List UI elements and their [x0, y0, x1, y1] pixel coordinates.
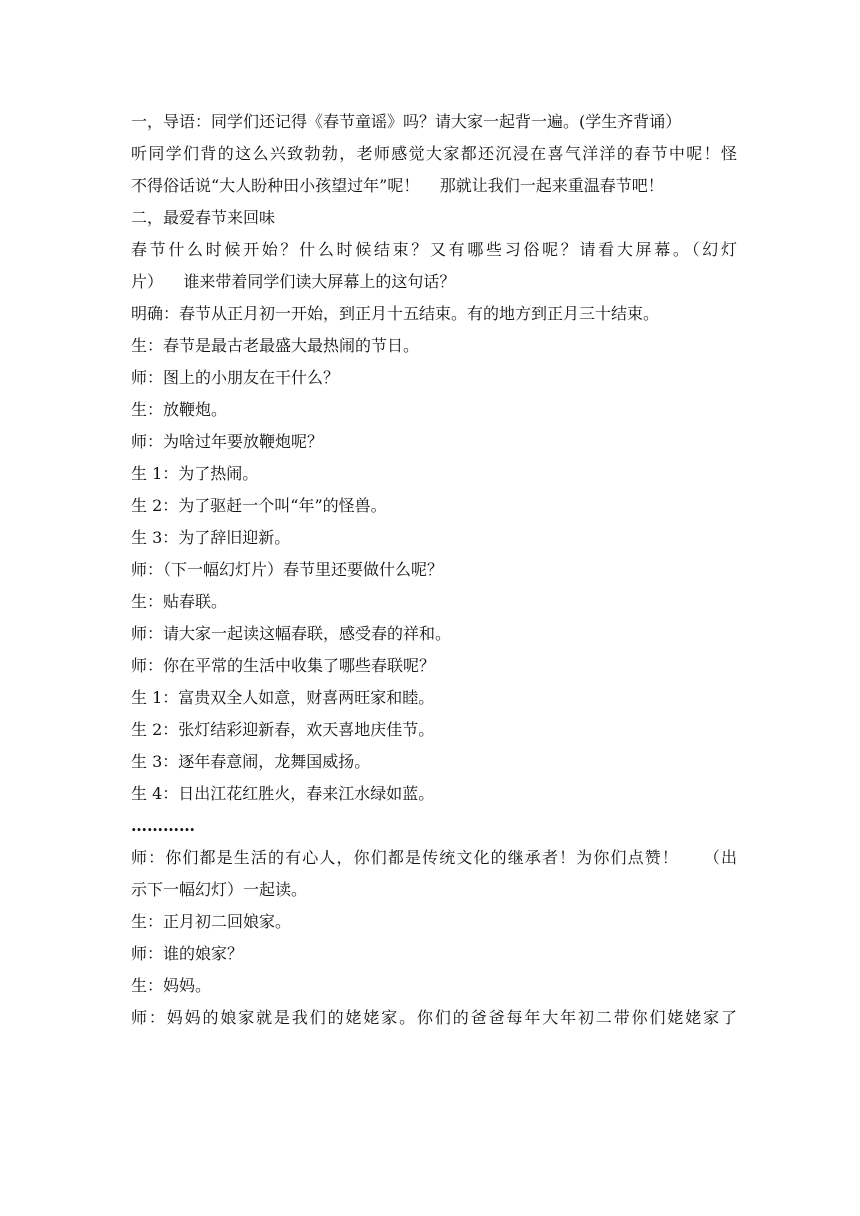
dialogue-line: 师：图上的小朋友在干什么？: [131, 368, 340, 387]
dialogue-line: 师：请大家一起读这幅春联，感受春的祥和。: [131, 624, 452, 643]
dialogue-line: 生：春节是最古老最盛大最热闹的节日。: [131, 336, 420, 355]
dialogue-line: 生 1：为了热闹。: [131, 464, 259, 483]
dialogue-line: 示下一幅幻灯）一起读。: [131, 880, 308, 899]
intro-line-3: 不得俗话说“大人盼种田小孩望过年”呢！ 那就让我们一起来重温春节吧！: [131, 176, 664, 195]
dialogue-line: 师：谁的娘家？: [131, 944, 244, 963]
dialogue-line: 生 3：为了辞旧迎新。: [131, 528, 291, 547]
paragraph-line: 片） 谁来带着同学们读大屏幕上的这句话？: [131, 272, 456, 291]
ellipsis-line: …………: [131, 816, 195, 835]
dialogue-line: 师：你们都是生活的有心人，你们都是传统文化的继承者！为你们点赞！ （出: [131, 848, 737, 867]
dialogue-line: 师：你在平常的生活中收集了哪些春联呢？: [131, 656, 436, 675]
dialogue-line: 师：（下一幅幻灯片）春节里还要做什么呢？: [131, 560, 444, 579]
intro-line-2: 听同学们背的这么兴致勃勃，老师感觉大家都还沉浸在喜气洋洋的春节中呢！怪: [131, 144, 737, 163]
document-body: [131, 106, 737, 1034]
intro-line-1: 一，导语：同学们还记得《春节童谣》吗？请大家一起背一遍。(学生齐背诵）: [131, 112, 682, 131]
dialogue-line: 生 3：逐年春意闹，龙舞国威扬。: [131, 752, 371, 771]
dialogue-line: 师：为啥过年要放鞭炮呢？: [131, 432, 324, 451]
dialogue-line: 生：放鞭炮。: [131, 400, 228, 419]
dialogue-line: 生：贴春联。: [131, 592, 228, 611]
section-heading-2: 二，最爱春节来回味: [131, 208, 276, 227]
paragraph-line: 明确：春节从正月初一开始，到正月十五结束。有的地方到正月三十结束。: [131, 304, 660, 323]
dialogue-line: 师：妈妈的娘家就是我们的姥姥家。你们的爸爸每年大年初二带你们姥姥家了: [131, 1008, 737, 1027]
dialogue-line: 生 2：为了驱赶一个叫“年”的怪兽。: [131, 496, 387, 515]
dialogue-line: 生 2：张灯结彩迎新春，欢天喜地庆佳节。: [131, 720, 435, 739]
dialogue-line: 生：正月初二回娘家。: [131, 912, 292, 931]
dialogue-line: 生 4：日出江花红胜火，春来江水绿如蓝。: [131, 784, 435, 803]
paragraph-line: 春节什么时候开始？什么时候结束？又有哪些习俗呢？请看大屏幕。（幻灯: [131, 240, 737, 259]
dialogue-line: 生：妈妈。: [131, 976, 212, 995]
dialogue-line: 生 1：富贵双全人如意，财喜两旺家和睦。: [131, 688, 435, 707]
